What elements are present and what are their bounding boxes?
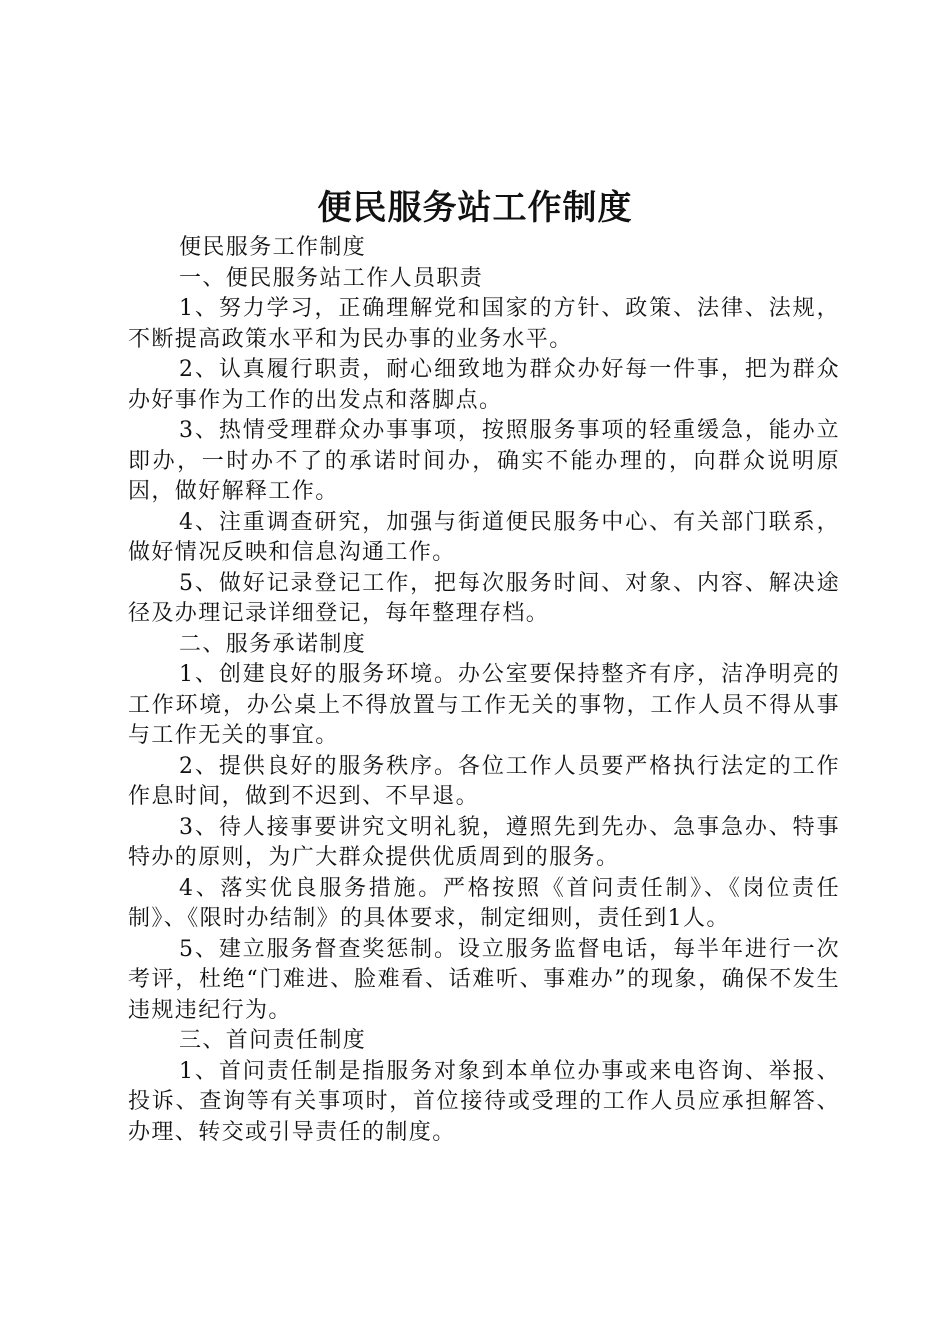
section-heading-3: 三、首问责任制度 xyxy=(179,1028,367,1053)
paragraph: 4、注重调查研究，加强与街道便民服务中心、有关部门联系，做好情况反映和信息沟通工作。 xyxy=(128,509,840,565)
paragraph: 1、创建良好的服务环境。办公室要保持整齐有序，洁净明亮的工作环境，办公桌上不得放置与工作无关的事物，工作人员不得从事与工作无关的事宜。 xyxy=(128,662,840,748)
paragraph-subtitle: 便民服务工作制度 xyxy=(179,235,367,260)
paragraph: 5、建立服务督查奖惩制。设立服务监督电话，每半年进行一次考评，杜绝“门难进、脸难看、话难听、事难办”的现象，确保不发生违规违纪行为。 xyxy=(128,936,840,1023)
paragraph: 3、热情受理群众办事事项，按照服务事项的轻重缓急，能办立即办，一时办不了的承诺时间办，确实不能办理的，向群众说明原因，做好解释工作。 xyxy=(128,418,840,504)
paragraph: 5、做好记录登记工作，把每次服务时间、对象、内容、解决途径及办理记录详细登记，每年整理存档。 xyxy=(128,570,840,626)
section-heading-2: 二、服务承诺制度 xyxy=(179,631,367,657)
paragraph: 2、提供良好的服务秩序。各位工作人员要严格执行法定的工作作息时间，做到不迟到、不早退。 xyxy=(128,753,840,809)
paragraph: 1、首问责任制是指服务对象到本单位办事或来电咨询、举报、投诉、查询等有关事项时，首位接待或受理的工作人员应承担解答、办理、转交或引导责任的制度。 xyxy=(128,1058,840,1145)
document-body xyxy=(128,233,840,1148)
document-title: 便民服务站工作制度 xyxy=(317,188,633,228)
paragraph: 2、认真履行职责，耐心细致地为群众办好每一件事，把为群众办好事作为工作的出发点和落脚点。 xyxy=(128,357,840,413)
paragraph: 4、落实优良服务措施。严格按照《首问责任制》、《岗位责任制》、《限时办结制》的具体要求，制定细则，责任到1人。 xyxy=(128,875,840,931)
section-heading-1: 一、便民服务站工作人员职责 xyxy=(179,265,484,291)
paragraph: 3、待人接事要讲究文明礼貌，遵照先到先办、急事急办、特事特办的原则，为广大群众提供优质周到的服务。 xyxy=(128,814,840,870)
paragraph: 1、努力学习，正确理解党和国家的方针、政策、法律、法规，不断提高政策水平和为民办事的业务水平。 xyxy=(128,296,840,352)
